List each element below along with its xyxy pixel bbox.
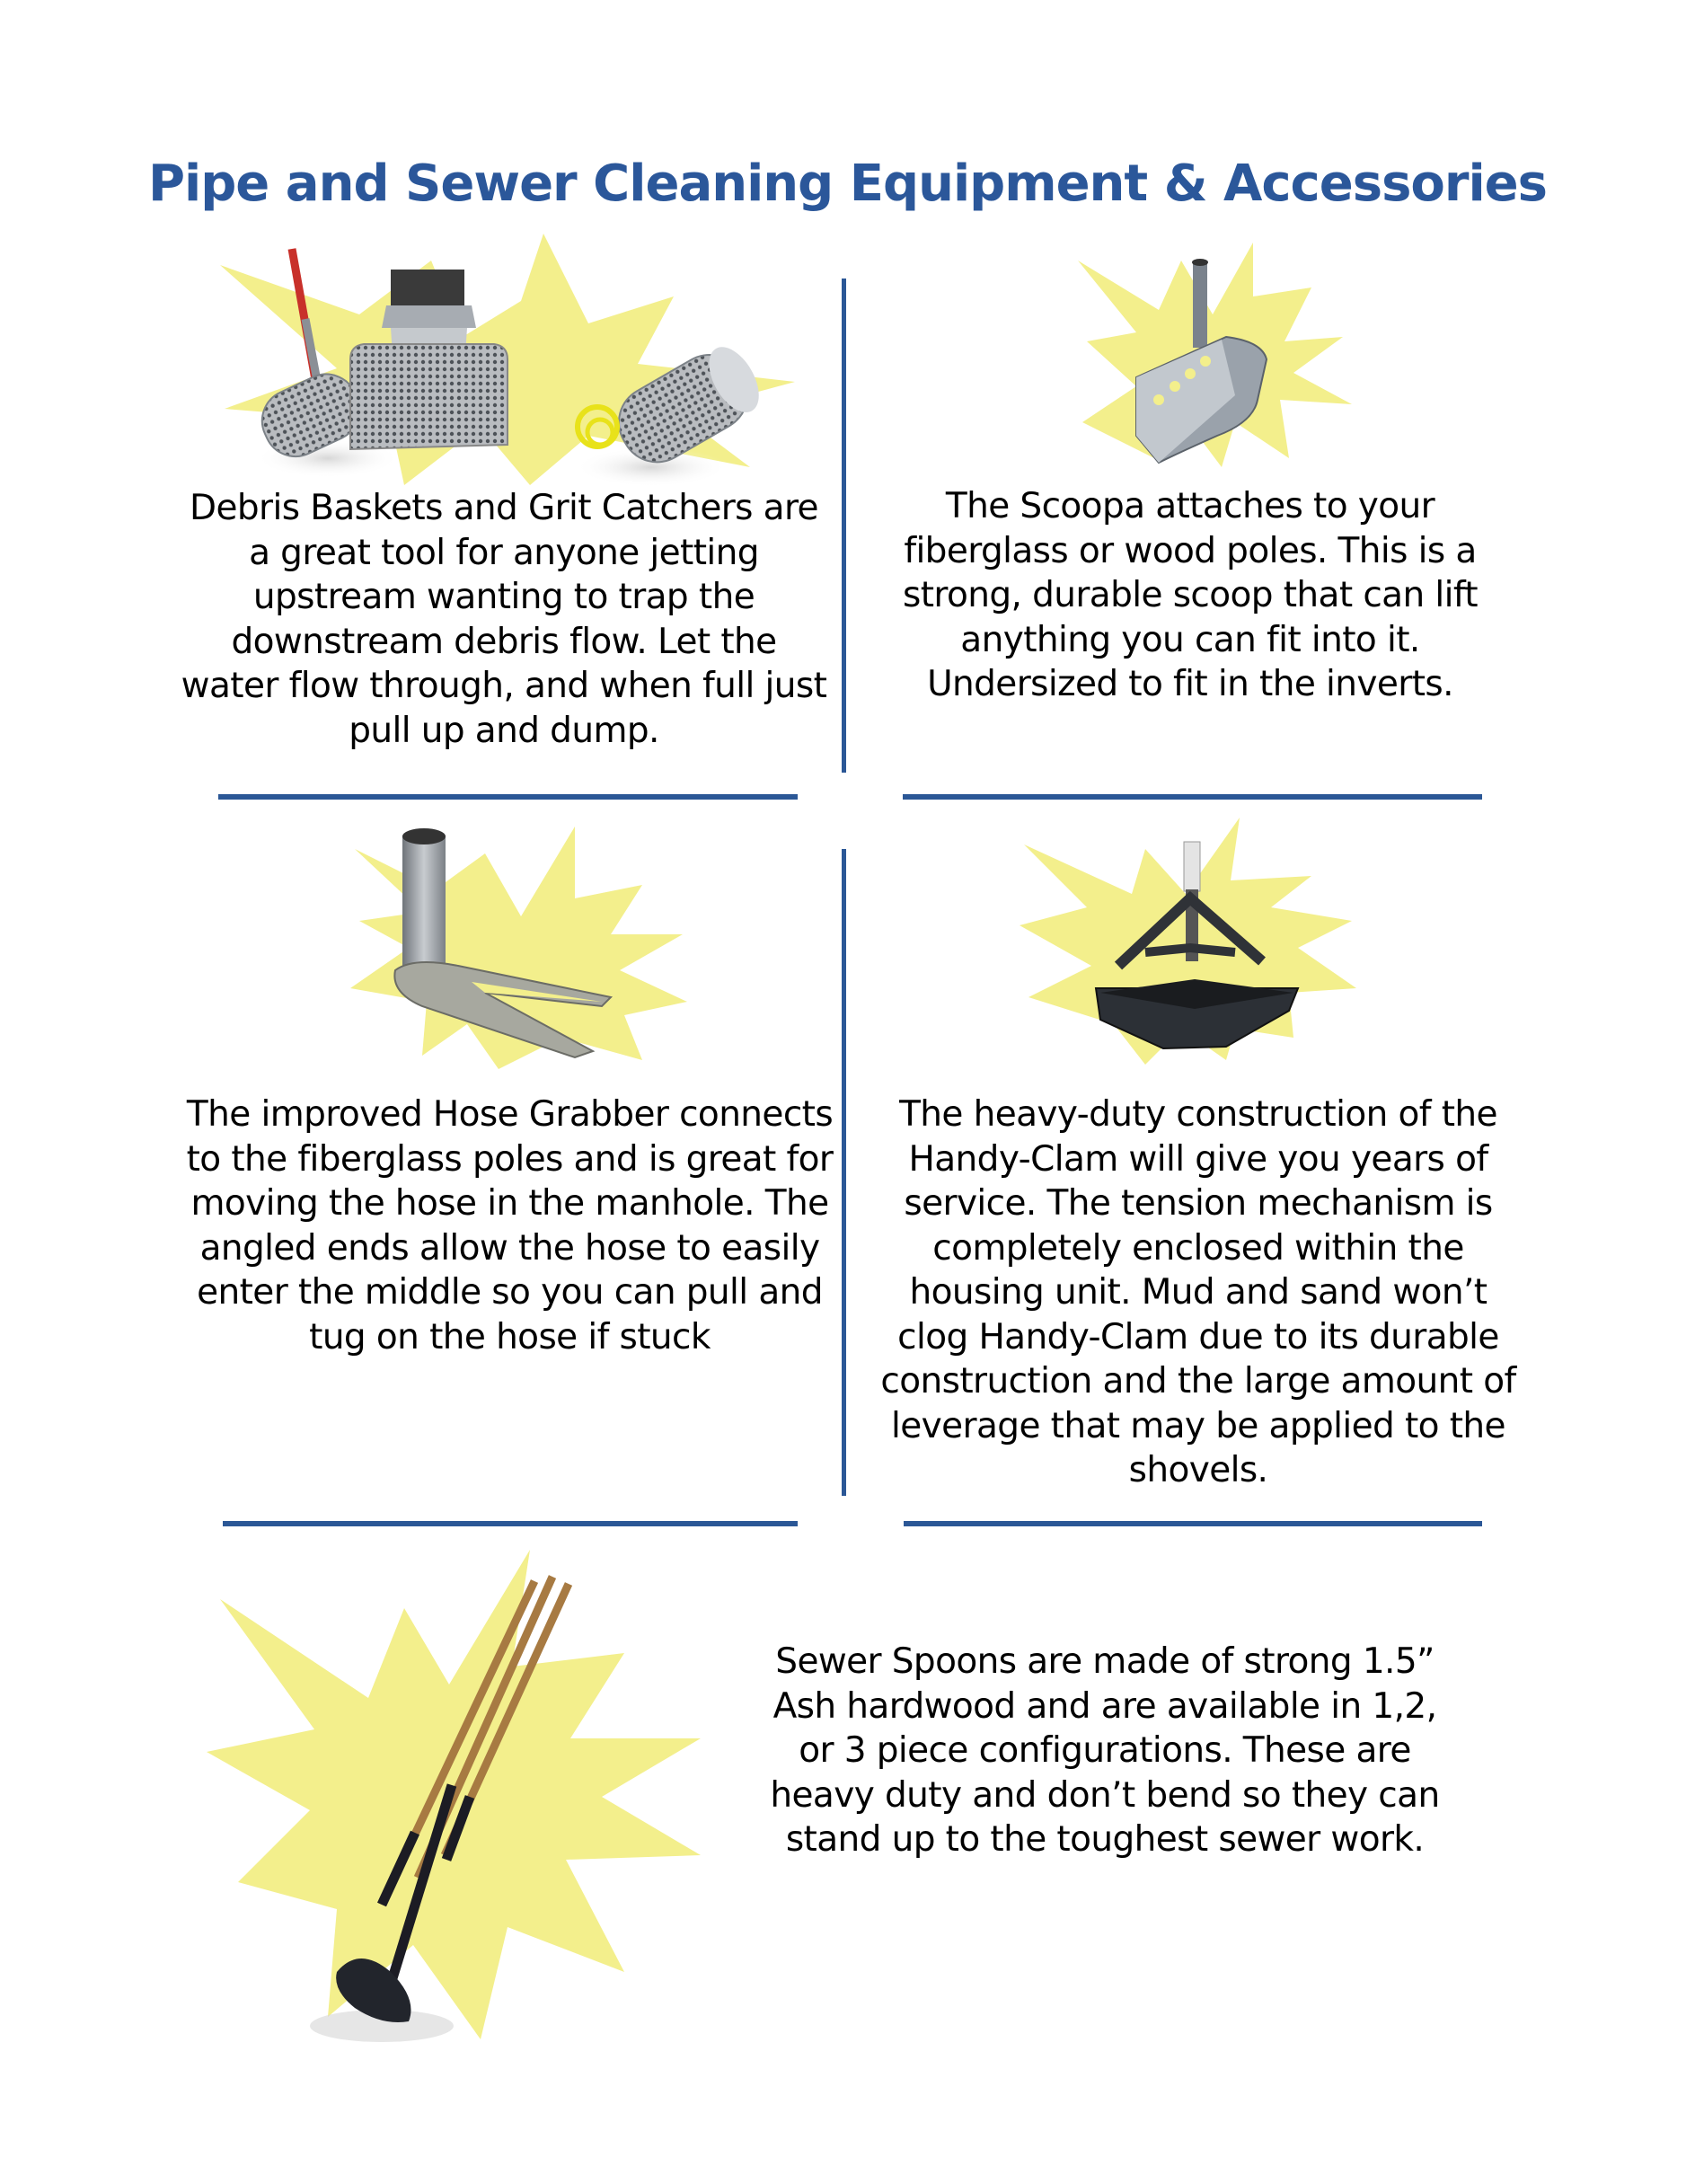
debris-baskets-description: Debris Baskets and Grit Catchers are a great tool for anyone jetting upstream wanting to trap the downstream debris flow. Let the water flow through, and when full just pull up and dump.	[181, 488, 827, 751]
horizontal-divider-top-left	[218, 794, 798, 800]
page-title: Pipe and Sewer Cleaning Equipment & Accessories	[147, 155, 1547, 213]
horizontal-divider-bottom-right	[904, 1521, 1482, 1526]
horizontal-divider-bottom-left	[223, 1521, 798, 1526]
vertical-divider-middle	[842, 849, 846, 1496]
scoopa-description: The Scoopa attaches to your fiberglass or wood poles. This is a strong, durable scoop that can lift anything you can fit into it. Undersized to fit in the inverts.	[902, 486, 1478, 704]
hose-grabber-description: The improved Hose Grabber connects to the fiberglass poles and is great for moving the hose in the manhole. The angled ends allow the hose to easily enter the middle so you can pull and tug on the hose if stuck	[186, 1094, 834, 1357]
scoopa-image	[1051, 243, 1365, 467]
vertical-divider-top	[842, 279, 846, 773]
handy-clam-image	[1002, 813, 1361, 1065]
debris-baskets-grit-catchers-image	[211, 229, 804, 490]
hose-grabber-image	[332, 813, 692, 1074]
sewer-spoons-description: Sewer Spoons are made of strong 1.5” Ash hardwood and are available in 1,2, or 3 piece configurations. These are heavy duty and don’t bend so they can stand up to the toughest sewer work.	[770, 1641, 1440, 1860]
handy-clam-description: The heavy-duty construction of the Handy-Clam will give you years of service. The tension mechanism is completely enclosed within the housing unit. Mud and sand won’t clog Handy-Clam due to its durable construction and the large amount of leverage that may be applied to the shovels.	[880, 1094, 1516, 1490]
horizontal-divider-top-right	[903, 794, 1482, 800]
sewer-spoons-image	[202, 1550, 714, 2062]
